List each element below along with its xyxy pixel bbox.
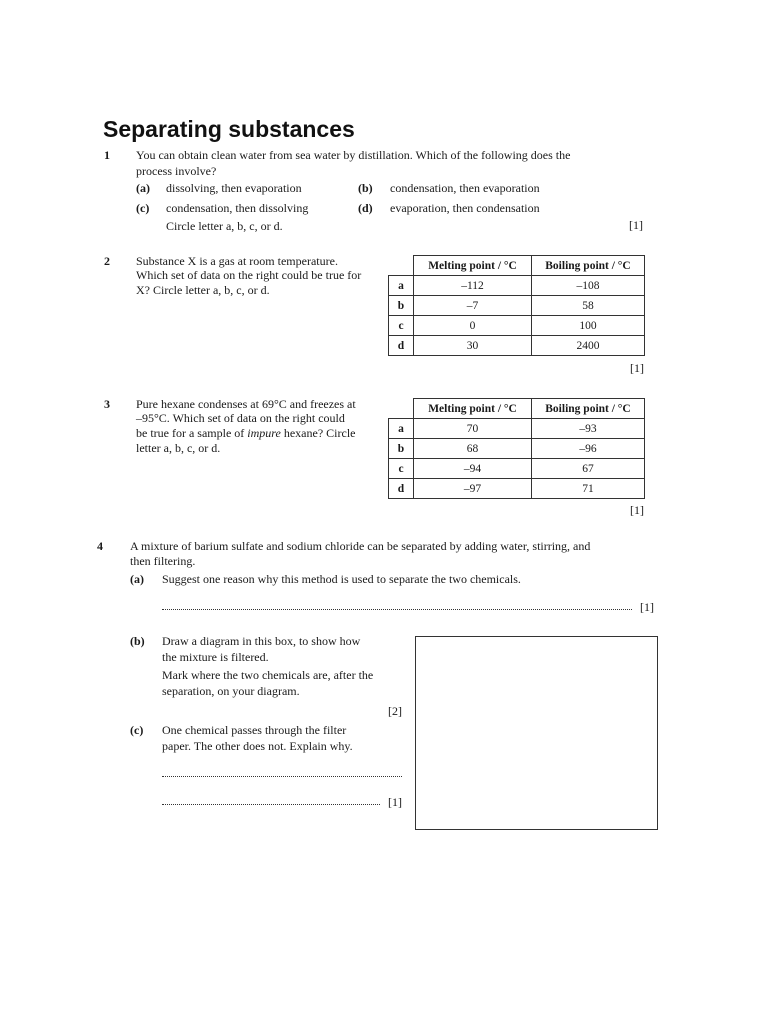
q1-option-c-text: condensation, then dissolving [166, 201, 309, 215]
boiling-cell: –93 [532, 419, 645, 439]
q1-option-a-label: (a) [136, 181, 150, 195]
q4b-mark: [2] [388, 704, 402, 718]
table-row [389, 419, 645, 439]
table-header-row [389, 256, 645, 276]
q4a-label: (a) [130, 572, 144, 586]
q3-mark: [1] [630, 503, 644, 517]
q4a-mark: [1] [640, 600, 654, 614]
row-label: c [389, 316, 414, 336]
row-label: c [389, 459, 414, 479]
melting-cell: –97 [414, 479, 532, 499]
q4b-text-line3: Mark where the two chemicals are, after the [162, 668, 374, 682]
column-header-melting: Melting point / °C [414, 399, 532, 419]
q3-number: 3 [104, 397, 110, 411]
row-label: b [389, 439, 414, 459]
boiling-cell: –96 [532, 439, 645, 459]
q4a-text: Suggest one reason why this method is used to separate the two chemicals. [162, 572, 521, 586]
q3-text-line1: Pure hexane condenses at 69°C and freezes at [136, 397, 356, 411]
q1-text-line2: process involve? [136, 164, 217, 178]
table-row [389, 439, 645, 459]
q4c-text-line1: One chemical passes through the filter [162, 723, 347, 737]
melting-cell: 70 [414, 419, 532, 439]
q3-text-line4: letter a, b, c, or d. [136, 441, 221, 455]
q4c-mark: [1] [388, 795, 402, 809]
page-title: Separating substances [103, 116, 355, 142]
boiling-cell: –108 [532, 276, 645, 296]
table-row [389, 276, 645, 296]
q4b-text-line2: the mixture is filtered. [162, 650, 269, 664]
q4b-text-line1: Draw a diagram in this box, to show how [162, 634, 361, 648]
table-row [389, 459, 645, 479]
q1-instruction: Circle letter a, b, c, or d. [166, 219, 283, 233]
table-row [389, 336, 645, 356]
column-header-boiling: Boiling point / °C [532, 256, 645, 276]
q1-option-d-label: (d) [358, 201, 373, 215]
q1-option-d-text: evaporation, then condensation [390, 201, 540, 215]
table-header-row [389, 399, 645, 419]
melting-cell: 30 [414, 336, 532, 356]
table-row [389, 316, 645, 336]
q4c-answer-line-2[interactable] [162, 804, 380, 805]
q4-text-line2: then filtering. [130, 554, 196, 568]
q1-text-line1: You can obtain clean water from sea water by distillation. Which of the following does the [136, 148, 571, 162]
q1-option-a-text: dissolving, then evaporation [166, 181, 302, 195]
q4b-label: (b) [130, 634, 145, 648]
emphasis-impure: impure [247, 426, 281, 440]
melting-cell: –7 [414, 296, 532, 316]
q4b-text-line4: separation, on your diagram. [162, 684, 300, 698]
q2-number: 2 [104, 254, 110, 268]
q4a-answer-line[interactable] [162, 609, 632, 610]
q4c-text-line2: paper. The other does not. Explain why. [162, 739, 353, 753]
q1-option-b-label: (b) [358, 181, 373, 195]
boiling-cell: 67 [532, 459, 645, 479]
melting-cell: 68 [414, 439, 532, 459]
q3-text-line3: be true for a sample of impure hexane? Circle [136, 426, 356, 440]
q4c-answer-line-1[interactable] [162, 776, 402, 777]
q3-data-table [388, 398, 645, 499]
q4-number: 4 [97, 539, 103, 553]
row-label: a [389, 419, 414, 439]
q1-option-c-label: (c) [136, 201, 150, 215]
melting-cell: 0 [414, 316, 532, 336]
row-label: a [389, 276, 414, 296]
q1-option-b-text: condensation, then evaporation [390, 181, 540, 195]
melting-cell: –94 [414, 459, 532, 479]
q2-text-line1: Substance X is a gas at room temperature. [136, 254, 338, 268]
q2-data-table [388, 255, 645, 356]
q4-text-line1: A mixture of barium sulfate and sodium chloride can be separated by adding water, stirring, and [130, 539, 591, 553]
q3-text-line2: –95°C. Which set of data on the right could [136, 411, 345, 425]
column-header-boiling: Boiling point / °C [532, 399, 645, 419]
row-label: d [389, 479, 414, 499]
row-label: d [389, 336, 414, 356]
table-row [389, 479, 645, 499]
boiling-cell: 58 [532, 296, 645, 316]
boiling-cell: 71 [532, 479, 645, 499]
melting-cell: –112 [414, 276, 532, 296]
q2-text-line3: X? Circle letter a, b, c, or d. [136, 283, 270, 297]
q2-text-line2: Which set of data on the right could be true for [136, 268, 362, 282]
q1-number: 1 [104, 148, 110, 162]
column-header-melting: Melting point / °C [414, 256, 532, 276]
boiling-cell: 100 [532, 316, 645, 336]
boiling-cell: 2400 [532, 336, 645, 356]
diagram-drawing-box[interactable] [415, 636, 658, 830]
q4c-label: (c) [130, 723, 144, 737]
row-label: b [389, 296, 414, 316]
q1-mark: [1] [629, 218, 643, 232]
table-row [389, 296, 645, 316]
q2-mark: [1] [630, 361, 644, 375]
